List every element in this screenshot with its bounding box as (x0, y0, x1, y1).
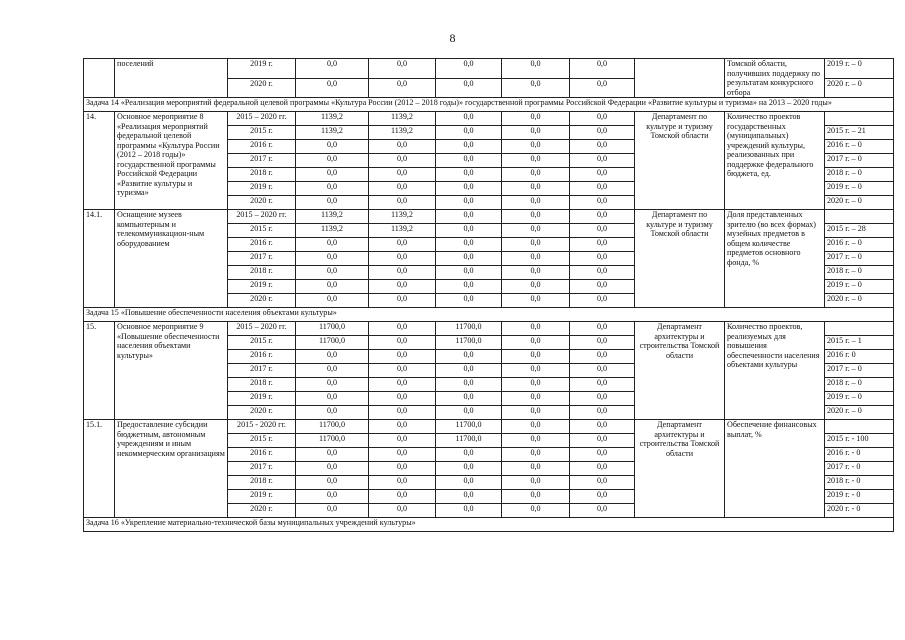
value-cell: 0,0 (369, 182, 436, 196)
indicator-value: 2015 г. - 100 (825, 434, 894, 448)
value-cell: 0,0 (436, 448, 502, 462)
indicator-value: 2018 г. – 0 (825, 378, 894, 392)
value-cell: 0,0 (570, 476, 635, 490)
indicator-value (825, 420, 894, 434)
value-cell: 0,0 (369, 364, 436, 378)
row-number: 14.1. (84, 210, 115, 308)
year-cell: 2018 г. (228, 168, 296, 182)
value-cell: 11700,0 (296, 434, 369, 448)
indicator-value: 2019 г. – 0 (825, 392, 894, 406)
value-cell: 0,0 (502, 448, 570, 462)
year-cell: 2016 г. (228, 140, 296, 154)
department-cell: Департамент архитектуры и строительства Томской области (635, 420, 725, 518)
task-row (84, 98, 894, 112)
year-cell: 2020 г. (228, 78, 296, 98)
value-cell: 1139,2 (369, 224, 436, 238)
value-cell: 0,0 (570, 126, 635, 140)
year-cell: 2019 г. (228, 490, 296, 504)
task-title: Задача 15 «Повышение обеспеченности населения объектами культуры» (84, 308, 894, 322)
value-cell: 1139,2 (369, 112, 436, 126)
year-cell: 2018 г. (228, 378, 296, 392)
task-row (84, 518, 894, 532)
row-number (84, 59, 115, 98)
indicator-value: 2019 г. - 0 (825, 490, 894, 504)
value-cell: 0,0 (296, 196, 369, 210)
indicator-description: Обеспечение финансовых выплат, % (725, 420, 825, 518)
value-cell: 0,0 (502, 59, 570, 79)
value-cell: 0,0 (369, 252, 436, 266)
value-cell: 0,0 (502, 392, 570, 406)
value-cell: 0,0 (296, 294, 369, 308)
year-cell: 2015 г. (228, 224, 296, 238)
year-cell: 2017 г. (228, 154, 296, 168)
year-cell: 2015 – 2020 гг. (228, 210, 296, 224)
value-cell: 0,0 (296, 182, 369, 196)
value-cell: 0,0 (296, 140, 369, 154)
table-row (84, 210, 894, 224)
value-cell: 0,0 (369, 154, 436, 168)
value-cell: 0,0 (502, 224, 570, 238)
value-cell: 0,0 (296, 490, 369, 504)
year-cell: 2019 г. (228, 182, 296, 196)
value-cell: 0,0 (369, 406, 436, 420)
value-cell: 11700,0 (296, 336, 369, 350)
value-cell: 0,0 (369, 78, 436, 98)
value-cell: 0,0 (436, 238, 502, 252)
indicator-value: 2017 г. – 0 (825, 364, 894, 378)
indicator-value: 2019 г. – 0 (825, 182, 894, 196)
indicator-description: Количество проектов государственных (муниципальных) учреждений культуры, реализованных при поддержке федерального бюджета, ед. (725, 112, 825, 210)
value-cell: 0,0 (436, 140, 502, 154)
indicator-value: 2017 г. – 0 (825, 252, 894, 266)
value-cell: 0,0 (436, 406, 502, 420)
value-cell: 0,0 (436, 224, 502, 238)
year-cell: 2020 г. (228, 406, 296, 420)
page-number: 8 (449, 31, 456, 45)
department-cell: Департамент по культуре и туризму Томской области (635, 112, 725, 210)
value-cell: 0,0 (436, 59, 502, 79)
year-cell: 2015 – 2020 гг. (228, 322, 296, 336)
value-cell: 0,0 (502, 294, 570, 308)
value-cell: 0,0 (570, 406, 635, 420)
year-cell: 2019 г. (228, 280, 296, 294)
task-row (84, 308, 894, 322)
value-cell: 0,0 (296, 59, 369, 79)
value-cell: 0,0 (369, 378, 436, 392)
value-cell: 0,0 (369, 140, 436, 154)
indicator-value: 2018 г. – 0 (825, 168, 894, 182)
value-cell: 0,0 (570, 504, 635, 518)
value-cell: 0,0 (369, 504, 436, 518)
value-cell: 0,0 (570, 322, 635, 336)
year-cell: 2017 г. (228, 462, 296, 476)
value-cell: 11700,0 (436, 322, 502, 336)
value-cell: 1139,2 (296, 112, 369, 126)
value-cell: 0,0 (436, 294, 502, 308)
value-cell: 1139,2 (296, 210, 369, 224)
value-cell: 0,0 (296, 168, 369, 182)
indicator-value: 2019 г. – 0 (825, 280, 894, 294)
value-cell: 0,0 (436, 462, 502, 476)
value-cell: 0,0 (296, 238, 369, 252)
year-cell: 2019 г. (228, 59, 296, 79)
value-cell: 0,0 (296, 448, 369, 462)
value-cell: 0,0 (436, 476, 502, 490)
value-cell: 0,0 (570, 78, 635, 98)
indicator-value: 2016 г. 0 (825, 350, 894, 364)
indicator-value (825, 112, 894, 126)
value-cell: 0,0 (570, 462, 635, 476)
indicator-value: 2015 г. – 21 (825, 126, 894, 140)
value-cell: 0,0 (296, 280, 369, 294)
value-cell: 0,0 (436, 126, 502, 140)
value-cell: 0,0 (436, 252, 502, 266)
value-cell: 0,0 (502, 322, 570, 336)
measure-description: Оснащение музеев компьютерным и телекоммуникацион-ным оборудованием (115, 210, 228, 308)
value-cell: 0,0 (502, 112, 570, 126)
table-row (84, 420, 894, 434)
year-cell: 2016 г. (228, 448, 296, 462)
year-cell: 2015 г. (228, 434, 296, 448)
year-cell: 2016 г. (228, 350, 296, 364)
indicator-description: Количество проектов, реализуемых для повышения обеспеченности населения объектами культуры (725, 322, 825, 420)
indicator-value: 2015 г. – 28 (825, 224, 894, 238)
program-table (83, 58, 894, 532)
value-cell: 0,0 (502, 350, 570, 364)
value-cell: 0,0 (436, 350, 502, 364)
value-cell: 0,0 (570, 448, 635, 462)
value-cell: 0,0 (436, 182, 502, 196)
value-cell: 0,0 (570, 490, 635, 504)
value-cell: 0,0 (369, 266, 436, 280)
value-cell: 0,0 (369, 336, 436, 350)
value-cell: 0,0 (502, 78, 570, 98)
value-cell: 0,0 (369, 448, 436, 462)
value-cell: 0,0 (570, 378, 635, 392)
value-cell: 0,0 (296, 462, 369, 476)
indicator-value: 2018 г. - 0 (825, 476, 894, 490)
indicator-value: 2016 г. - 0 (825, 448, 894, 462)
value-cell: 0,0 (369, 59, 436, 79)
value-cell: 0,0 (369, 350, 436, 364)
value-cell: 0,0 (436, 168, 502, 182)
measure-description: Основное мероприятие 9 «Повышение обеспеченности населения объектами культуры» (115, 322, 228, 420)
value-cell: 0,0 (296, 252, 369, 266)
year-cell: 2015 – 2020 гг. (228, 112, 296, 126)
value-cell: 0,0 (369, 462, 436, 476)
value-cell: 0,0 (296, 154, 369, 168)
measure-description: Предоставление субсидии бюджетным, автономным учреждениям и иным некоммерческим организациям (115, 420, 228, 518)
value-cell: 0,0 (502, 140, 570, 154)
indicator-value: 2020 г. – 0 (825, 406, 894, 420)
indicator-value: 2020 г. - 0 (825, 504, 894, 518)
value-cell: 0,0 (436, 78, 502, 98)
year-cell: 2017 г. (228, 364, 296, 378)
value-cell: 11700,0 (436, 336, 502, 350)
value-cell: 0,0 (502, 504, 570, 518)
indicator-value: 2018 г. – 0 (825, 266, 894, 280)
value-cell: 0,0 (570, 266, 635, 280)
value-cell: 0,0 (502, 126, 570, 140)
value-cell: 0,0 (296, 364, 369, 378)
value-cell: 0,0 (502, 462, 570, 476)
value-cell: 0,0 (570, 420, 635, 434)
value-cell: 0,0 (502, 196, 570, 210)
year-cell: 2018 г. (228, 266, 296, 280)
indicator-description: Томской области, получивших поддержку по результатам конкурсного отбора (725, 59, 825, 98)
value-cell: 0,0 (502, 238, 570, 252)
value-cell: 0,0 (502, 434, 570, 448)
indicator-value: 2017 г. – 0 (825, 154, 894, 168)
value-cell: 0,0 (296, 350, 369, 364)
indicator-description: Доля представленных зрителю (во всех формах) музейных предметов в общем количестве предметов основного фонда, % (725, 210, 825, 308)
value-cell: 0,0 (502, 336, 570, 350)
value-cell: 0,0 (502, 378, 570, 392)
value-cell: 0,0 (570, 364, 635, 378)
value-cell: 0,0 (570, 210, 635, 224)
value-cell: 11700,0 (296, 420, 369, 434)
value-cell: 1139,2 (369, 210, 436, 224)
value-cell: 0,0 (296, 406, 369, 420)
indicator-value: 2020 г. – 0 (825, 78, 894, 98)
value-cell: 0,0 (570, 336, 635, 350)
value-cell: 0,0 (369, 168, 436, 182)
value-cell: 0,0 (369, 322, 436, 336)
value-cell: 0,0 (436, 112, 502, 126)
value-cell: 11700,0 (436, 434, 502, 448)
value-cell: 0,0 (502, 490, 570, 504)
value-cell: 0,0 (570, 238, 635, 252)
department-cell: Департамент по культуре и туризму Томской области (635, 210, 725, 308)
year-cell: 2015 г. (228, 336, 296, 350)
indicator-value (825, 322, 894, 336)
value-cell: 0,0 (570, 224, 635, 238)
value-cell: 0,0 (369, 434, 436, 448)
year-cell: 2020 г. (228, 294, 296, 308)
value-cell: 11700,0 (296, 322, 369, 336)
year-cell: 2020 г. (228, 504, 296, 518)
table-row (84, 59, 894, 79)
value-cell: 0,0 (436, 490, 502, 504)
value-cell: 0,0 (502, 420, 570, 434)
value-cell: 0,0 (436, 210, 502, 224)
value-cell: 0,0 (570, 350, 635, 364)
value-cell: 0,0 (296, 78, 369, 98)
value-cell: 1139,2 (369, 126, 436, 140)
value-cell: 1139,2 (296, 224, 369, 238)
value-cell: 0,0 (502, 476, 570, 490)
value-cell: 0,0 (369, 238, 436, 252)
value-cell: 0,0 (296, 266, 369, 280)
year-cell: 2015 - 2020 гг. (228, 420, 296, 434)
indicator-value (825, 210, 894, 224)
value-cell: 0,0 (436, 196, 502, 210)
row-number: 14. (84, 112, 115, 210)
value-cell: 0,0 (436, 378, 502, 392)
value-cell: 0,0 (502, 154, 570, 168)
year-cell: 2015 г. (228, 126, 296, 140)
value-cell: 0,0 (570, 252, 635, 266)
value-cell: 0,0 (369, 420, 436, 434)
year-cell: 2018 г. (228, 476, 296, 490)
value-cell: 0,0 (502, 182, 570, 196)
value-cell: 0,0 (369, 294, 436, 308)
department-cell (635, 59, 725, 98)
value-cell: 0,0 (369, 392, 436, 406)
task-title: Задача 14 «Реализация мероприятий федеральной целевой программы «Культура России (2012 – 2018 годы)» государственной программы Российской Федерации «Развитие культуры и туризма» на 2013 – 2020 годы» (84, 98, 894, 112)
year-cell: 2020 г. (228, 196, 296, 210)
task-title: Задача 16 «Укрепление материально-технической базы муниципальных учреждений культуры» (84, 518, 894, 532)
value-cell: 0,0 (570, 196, 635, 210)
value-cell: 0,0 (570, 182, 635, 196)
value-cell: 0,0 (570, 434, 635, 448)
year-cell: 2016 г. (228, 238, 296, 252)
year-cell: 2017 г. (228, 252, 296, 266)
value-cell: 0,0 (369, 196, 436, 210)
value-cell: 0,0 (296, 378, 369, 392)
value-cell: 0,0 (502, 406, 570, 420)
value-cell: 0,0 (570, 154, 635, 168)
value-cell: 0,0 (369, 280, 436, 294)
value-cell: 1139,2 (296, 126, 369, 140)
value-cell: 0,0 (369, 490, 436, 504)
value-cell: 0,0 (570, 392, 635, 406)
measure-description: Основное мероприятие 8 «Реализация мероприятий федеральной целевой программы «Культура России (2012 – 2018 годы)» государственной программы Российской Федерации «Развитие культуры и туризма» (115, 112, 228, 210)
value-cell: 0,0 (502, 252, 570, 266)
indicator-value: 2020 г. – 0 (825, 196, 894, 210)
year-cell: 2019 г. (228, 392, 296, 406)
value-cell: 0,0 (570, 59, 635, 79)
indicator-value: 2019 г. – 0 (825, 59, 894, 79)
value-cell: 0,0 (502, 210, 570, 224)
value-cell: 0,0 (502, 364, 570, 378)
value-cell: 0,0 (502, 280, 570, 294)
indicator-value: 2020 г. – 0 (825, 294, 894, 308)
value-cell: 0,0 (502, 168, 570, 182)
value-cell: 0,0 (502, 266, 570, 280)
value-cell: 0,0 (570, 140, 635, 154)
measure-description: поселений (115, 59, 228, 98)
value-cell: 0,0 (296, 504, 369, 518)
value-cell: 0,0 (296, 476, 369, 490)
table-row (84, 322, 894, 336)
value-cell: 0,0 (436, 280, 502, 294)
value-cell: 0,0 (436, 154, 502, 168)
table-row (84, 112, 894, 126)
value-cell: 0,0 (436, 364, 502, 378)
value-cell: 0,0 (436, 266, 502, 280)
value-cell: 0,0 (570, 294, 635, 308)
indicator-value: 2016 г. – 0 (825, 238, 894, 252)
value-cell: 11700,0 (436, 420, 502, 434)
value-cell: 0,0 (369, 476, 436, 490)
value-cell: 0,0 (570, 280, 635, 294)
row-number: 15.1. (84, 420, 115, 518)
value-cell: 0,0 (436, 504, 502, 518)
row-number: 15. (84, 322, 115, 420)
value-cell: 0,0 (436, 392, 502, 406)
value-cell: 0,0 (570, 168, 635, 182)
indicator-value: 2017 г. - 0 (825, 462, 894, 476)
department-cell: Департамент архитектуры и строительства Томской области (635, 322, 725, 420)
indicator-value: 2015 г. – 1 (825, 336, 894, 350)
value-cell: 0,0 (296, 392, 369, 406)
value-cell: 0,0 (570, 112, 635, 126)
indicator-value: 2016 г. – 0 (825, 140, 894, 154)
